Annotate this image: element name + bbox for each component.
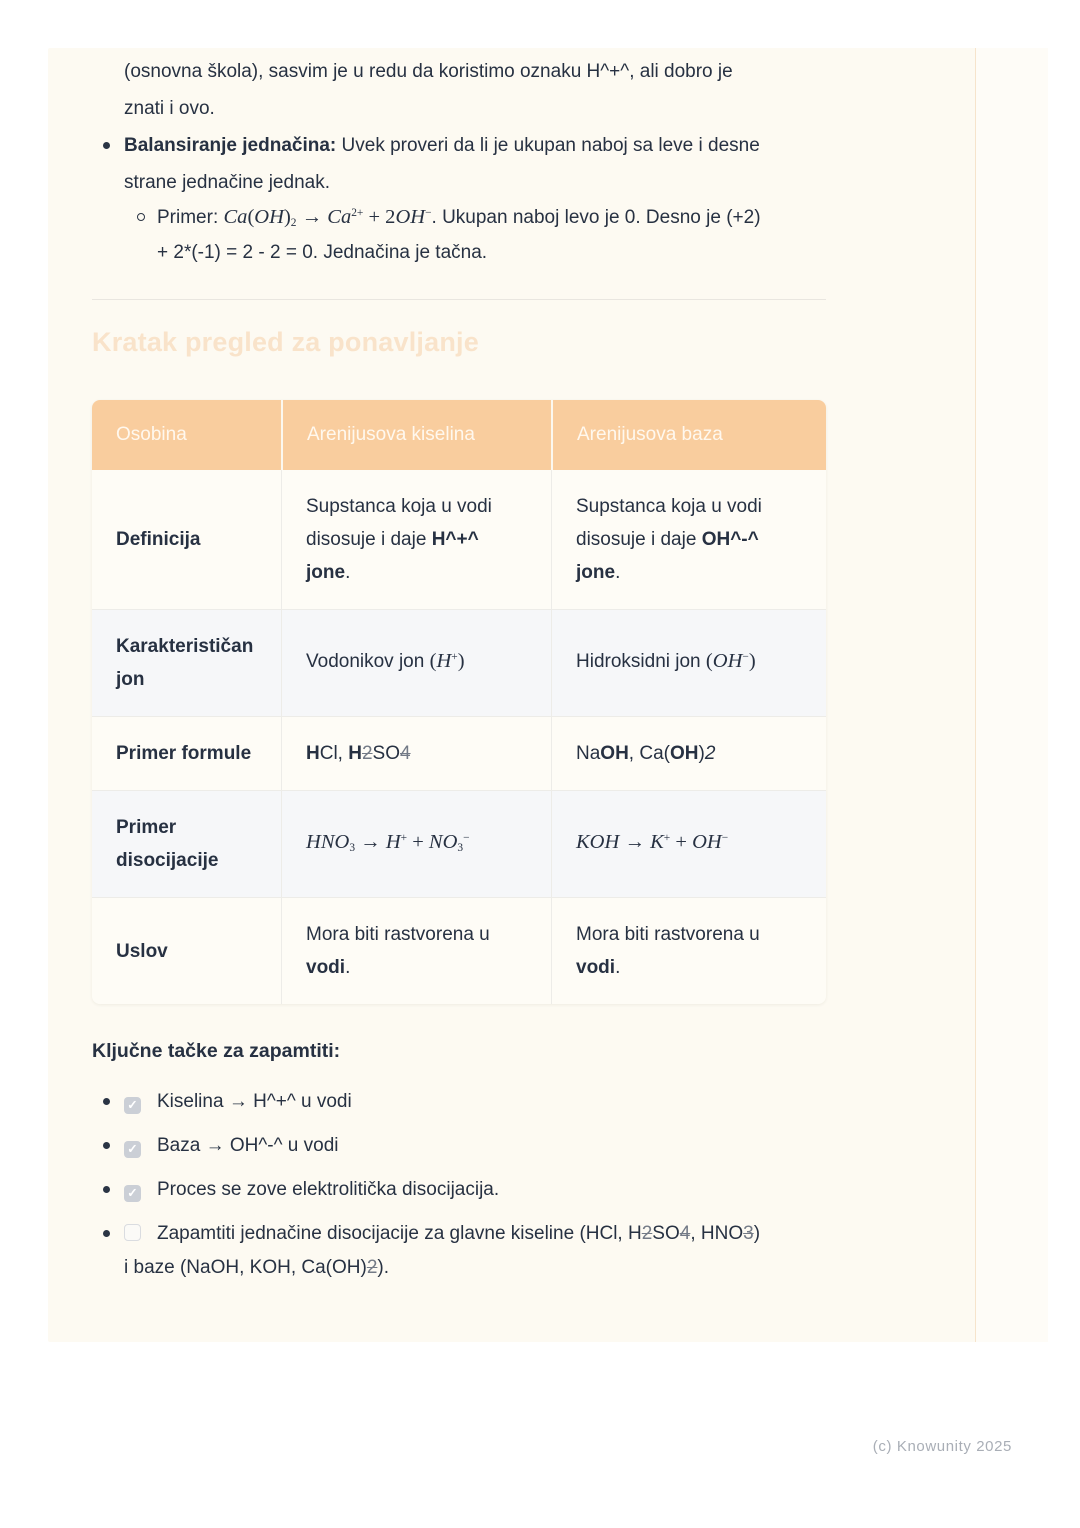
table-cell-acid: Mora biti rastvorena u vodi. [281, 897, 551, 1004]
table-cell-acid: HNO3 → H+ + NO3− [281, 790, 551, 897]
checked-checkbox-icon[interactable]: ✓ [124, 1185, 141, 1202]
table-row-label: Karakterističan jon [92, 609, 281, 716]
checklist-item [92, 1217, 826, 1285]
keypoints-title: Ključne tačke za zapamtiti: [92, 1040, 341, 1062]
intro-paragraph: (osnovna škola), sasvim je u redu da koristimo oznaku H^+^, ali dobro je znati i ovo. [124, 61, 733, 119]
table-cell-acid: HCl, H2SO4 [281, 716, 551, 790]
bullet-item-balansiranje [92, 127, 826, 201]
table-cell-base: Mora biti rastvorena u vodi. [551, 897, 826, 1004]
keypoints-checklist [92, 1085, 826, 1285]
bullet-icon [103, 142, 110, 149]
checklist-item-text: Zapamtiti jednačine disocijacije za glavne kiseline (HCl, H2SO4, HNO3) i baze (NaOH, KOH, Ca(OH)2). [124, 1223, 761, 1278]
section-divider [92, 299, 826, 300]
table-cell-base: KOH → K+ + OH− [551, 790, 826, 897]
checked-checkbox-icon[interactable]: ✓ [124, 1097, 141, 1114]
page-content [92, 48, 826, 1295]
table-cell-acid: Vodonikov jon (H+) [281, 609, 551, 716]
review-table [92, 400, 826, 1004]
table-row [92, 716, 826, 790]
checklist-item [92, 1129, 826, 1163]
table-cell-base: Supstanca koja u vodi disosuje i daje OH^-^ jone. [551, 470, 826, 609]
table-cell-base: NaOH, Ca(OH)2 [551, 716, 826, 790]
table-row-label: Uslov [92, 897, 281, 1004]
sub-bullet-item-text: Primer: $Ca(OH)2 \to Ca^{2+} + 2OH^-$. Ukupan naboj levo je 0. Desno je (+2) + 2*(-1) = 2 - 2 = 0. Jednačina je tačna. [157, 206, 761, 263]
table-row [92, 897, 826, 1004]
unchecked-checkbox-icon[interactable] [124, 1224, 141, 1241]
checklist-item-text: Baza → OH^-^ u vodi [157, 1135, 339, 1156]
section-heading: Kratak pregled za ponavljanje [92, 327, 479, 357]
checked-checkbox-icon[interactable]: ✓ [124, 1141, 141, 1158]
document-page [48, 48, 1048, 1342]
table-row [92, 790, 826, 897]
checklist-item-text: Proces se zove elektrolitička disocijacija. [157, 1179, 500, 1200]
table-header-cell: Osobina [92, 400, 281, 470]
checklist-item [92, 1173, 826, 1207]
table-cell-base: Hidroksidni jon (OH−) [551, 609, 826, 716]
table-row-label: Definicija [116, 529, 201, 550]
sub-bullet-item-primer [92, 201, 826, 269]
table-row [92, 470, 826, 609]
bullet-item-text: Balansiranje jednačina: Uvek proveri da li je ukupan naboj sa leve i desne strane jednačine jednak. [124, 135, 760, 193]
table-header-cell: Arenijusova kiselina [281, 400, 551, 470]
checklist-item [92, 1085, 826, 1119]
table-body [92, 470, 826, 1004]
table-row-label: Primer formule [92, 716, 281, 790]
page-edge-strip [975, 48, 1048, 1342]
table-row [92, 609, 826, 716]
table-header-cell: Arenijusova baza [551, 400, 826, 470]
copyright-footer: (c) Knowunity 2025 [872, 1438, 1012, 1455]
circle-bullet-icon [137, 213, 145, 221]
table-header-row [92, 400, 826, 470]
table-row-label: Primer disocijacije [92, 790, 281, 897]
checklist-item-text: Kiselina → H^+^ u vodi [157, 1091, 352, 1112]
table-cell-acid: Supstanca koja u vodi disosuje i daje H^+^ jone. [281, 470, 551, 609]
